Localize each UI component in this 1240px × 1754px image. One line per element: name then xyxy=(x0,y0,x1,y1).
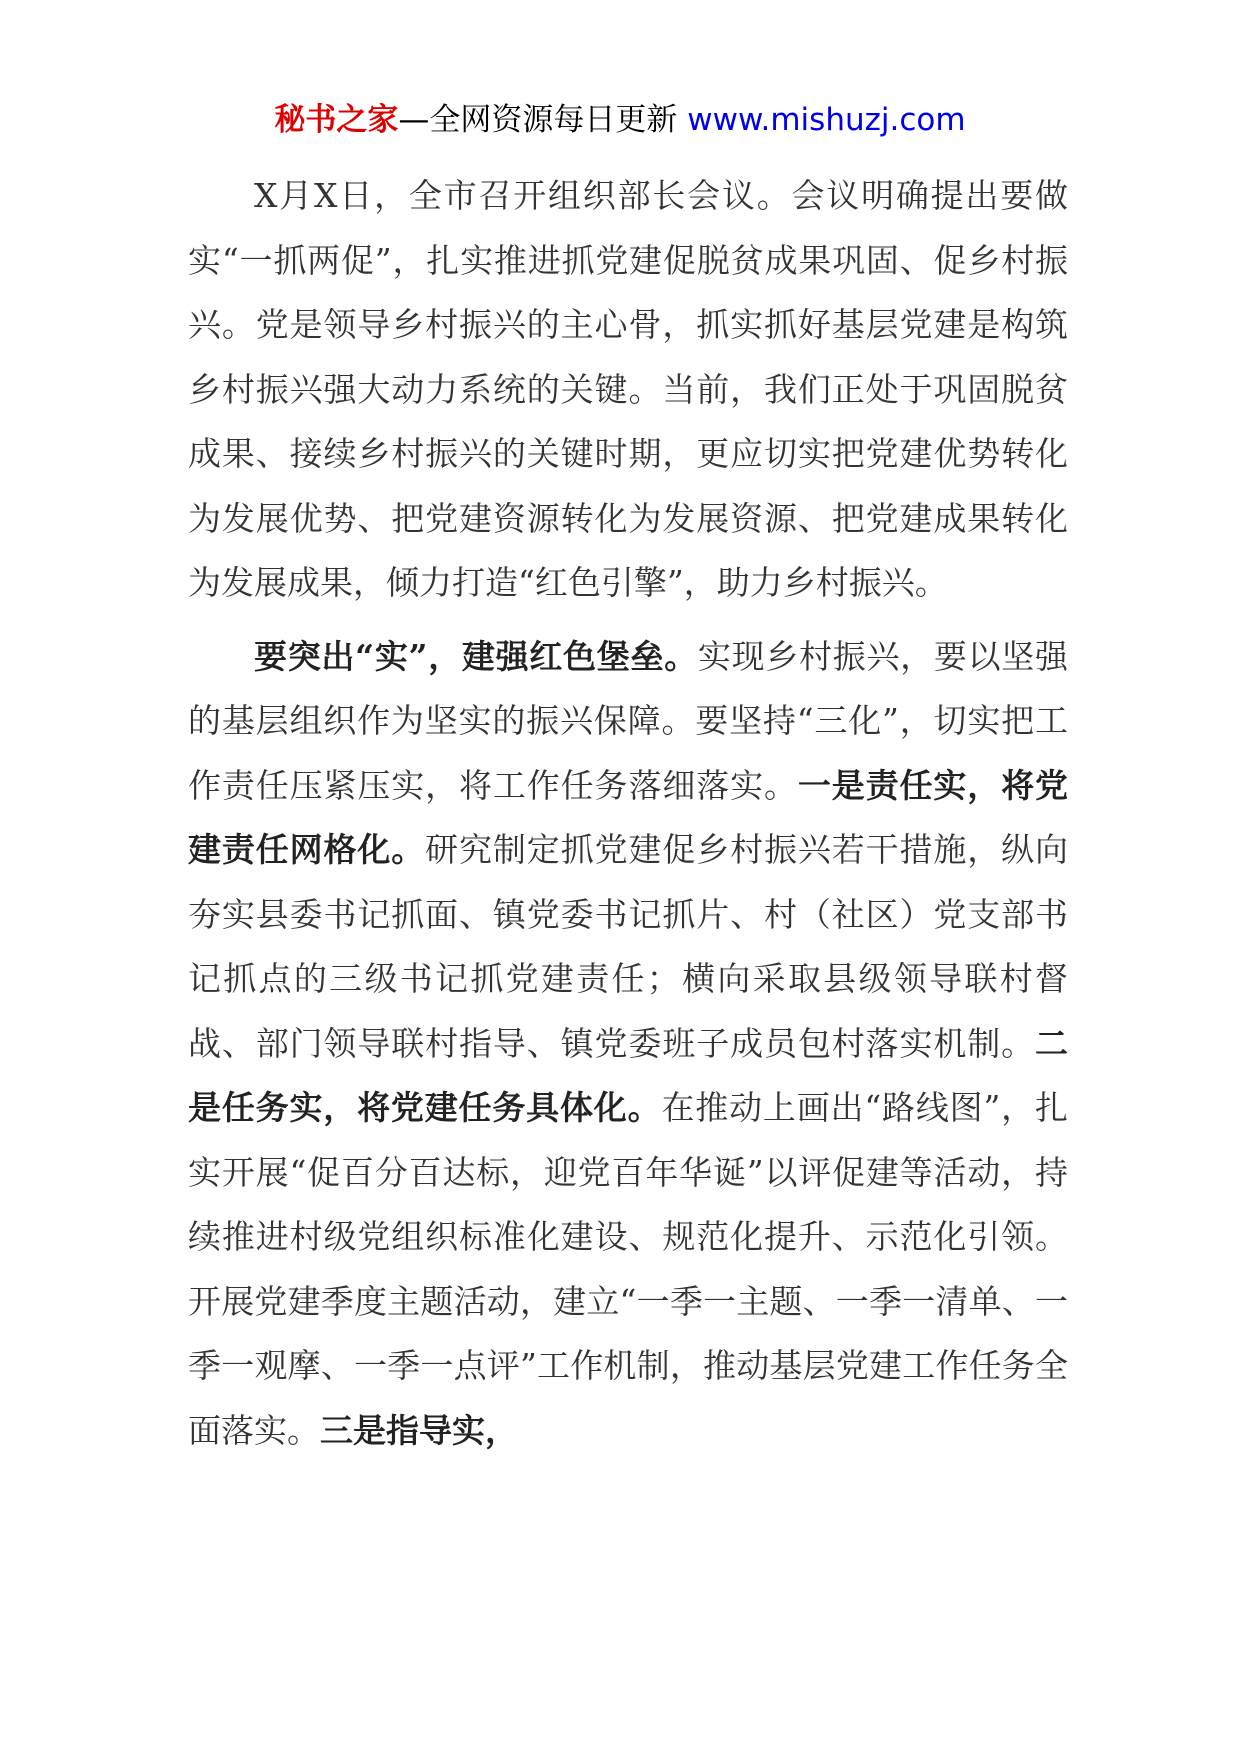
site-slogan: —全网资源每日更新 xyxy=(398,102,678,138)
paragraph-text: 在推动上画出“路线图”，扎实开展“促百分百达标，迎党百年华诞”以评促建等活动，持续推进村级党组织标准化建设、规范化提升、示范化引领。开展党建季度主题活动，建立“一季一主题、一季一清单、一季一观摩、一季一点评”工作机制，推动基层党建工作任务全面落实。 xyxy=(188,1088,1069,1450)
site-url-link[interactable]: www.mishuzj.com xyxy=(687,102,966,138)
section-heading: 要突出“实”，建强红色堡垒。 xyxy=(254,636,698,676)
point-heading-three: 三是指导实， xyxy=(320,1410,518,1450)
paragraph-text: 实现乡村振兴，要以坚强的基层组织作为坚实的振兴保障。要坚持“三化”，切实把工作责任压紧压实，将工作任务落细落实。 xyxy=(188,636,1069,805)
paragraph-text: 研究制定抓党建促乡村振兴若干措施，纵向夯实县委书记抓面、镇党委书记抓片、村（社区）党支部书记抓点的三级书记抓党建责任；横向采取县级领导联村督战、部门领导联村指导、镇党委班子成员包村落实机制。 xyxy=(188,830,1069,1063)
point-heading-two: 二是任务实，将党建任务具体化。 xyxy=(188,1023,1068,1127)
paragraph-text: X月X日，全市召开组织部长会议。会议明确提出要做实“一抓两促”，扎实推进抓党建促脱贫成果巩固、促乡村振兴。党是领导乡村振兴的主心骨，抓实抓好基层党建是构筑乡村振兴强大动力系统的关键。当前，我们正处于巩固脱贫成果、接续乡村振兴的关键时期，更应切实把党建优势转化为发展优势、把党建资源转化为发展资源、把党建成果转化为发展成果，倾力打造“红色引擎”，助力乡村振兴。 xyxy=(188,176,1068,602)
article-body xyxy=(188,164,1068,1463)
paragraph-intro xyxy=(188,164,1068,616)
paragraph-section-one xyxy=(188,625,1068,1464)
page-header xyxy=(0,100,1240,140)
site-name: 秘书之家 xyxy=(274,102,399,138)
point-heading-one: 一是责任实，将党建责任网格化。 xyxy=(188,765,1069,869)
